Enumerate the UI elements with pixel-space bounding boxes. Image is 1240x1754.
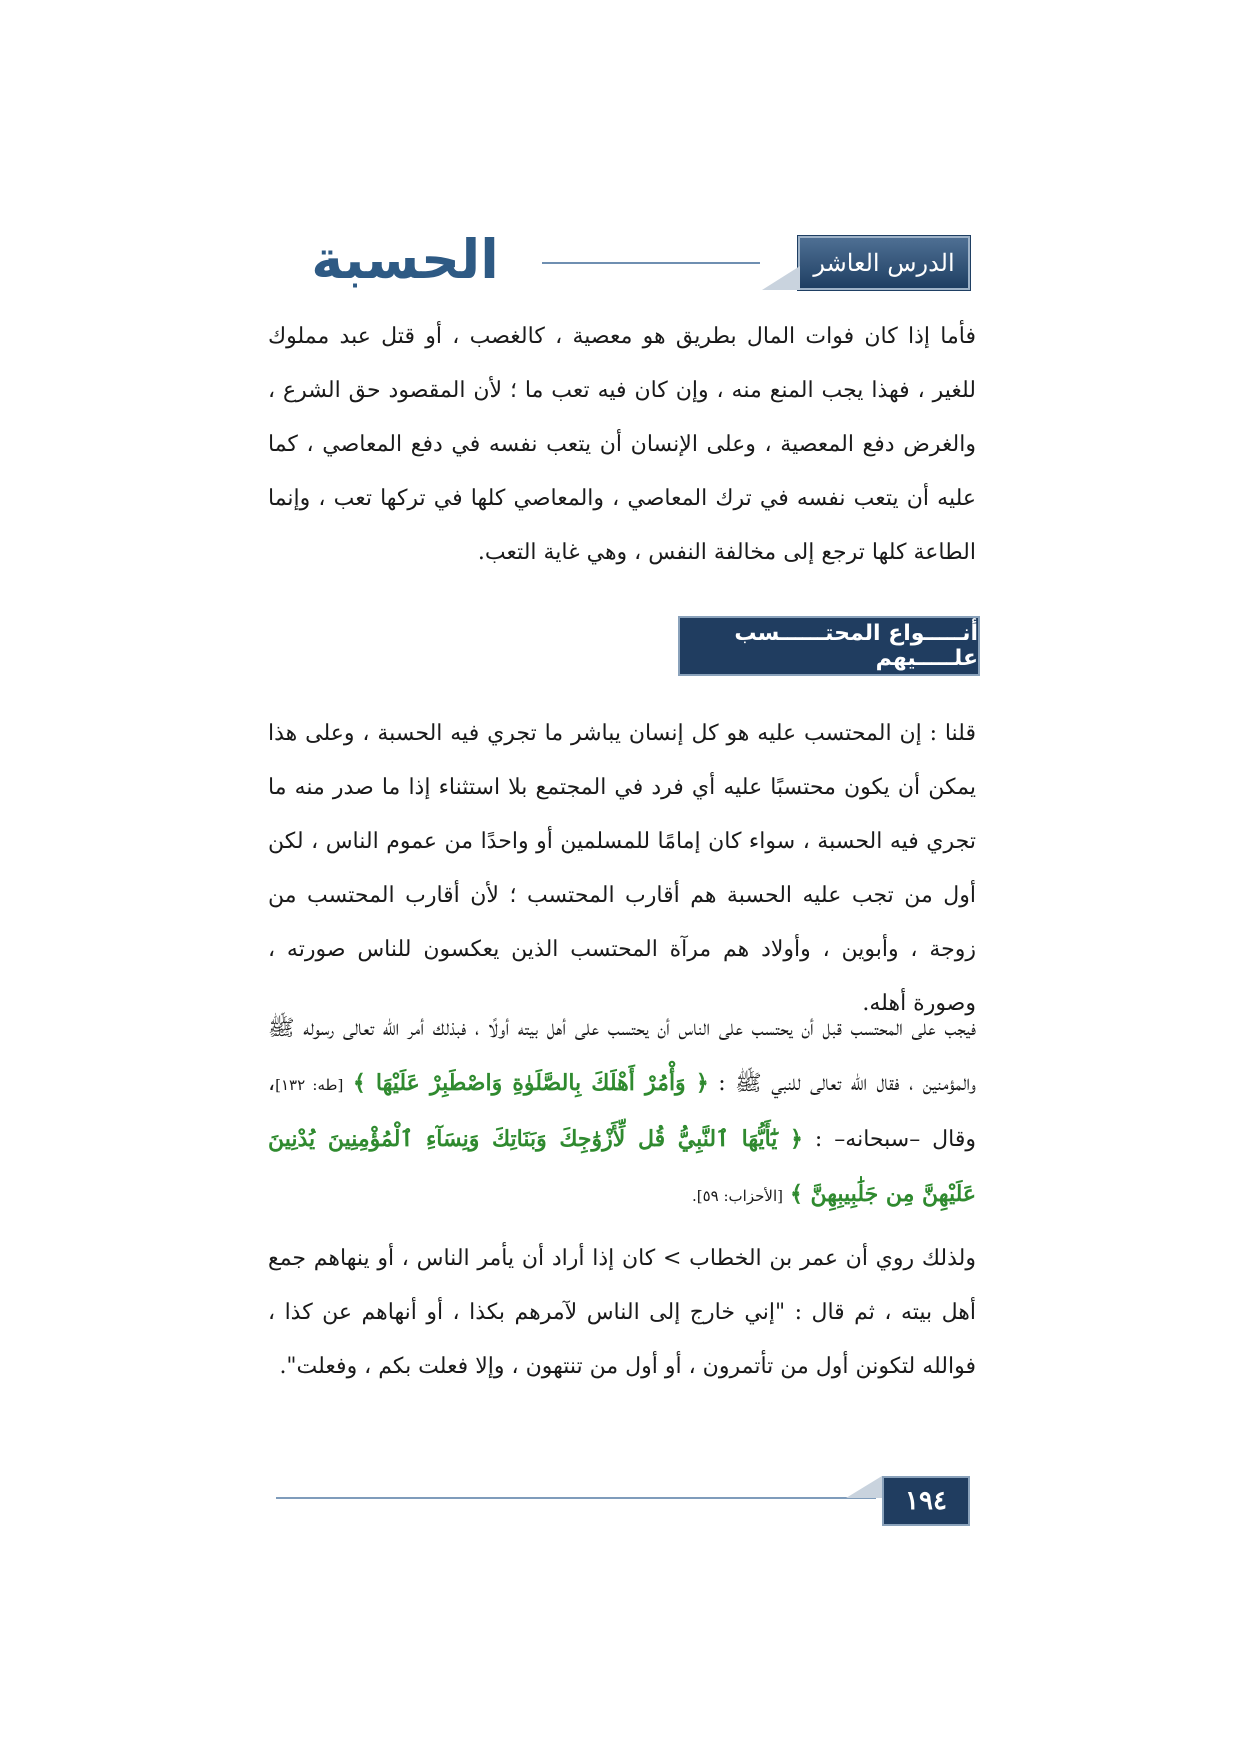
chapter-label: الدرس العاشر: [798, 236, 970, 290]
section-heading: أنـــــواع المحتــــــسب علـــــيهم: [678, 616, 980, 676]
paragraph-1: فأما إذا كان فوات المال بطريق هو معصية ، كالغصب ، أو قتل عبد مملوك للغير ، فهذا يجب المنع منه ، وإن كان فيه تعب ما ؛ لأن المقصود حق الشرع ، والغرض دفع المعصية ، وعلى الإنسان أن يتعب نفسه في دفع المعاصي ، كما عليه أن يتعب نفسه في ترك المعاصي ، والمعاصي كلها في تركها تعب ، وإنما الطاعة كلها ترجع إلى مخالفة النفس ، وهي غاية التعب.: [268, 324, 976, 565]
paragraph-3: [268, 1002, 976, 1223]
citation-ahzab: [الأحزاب: ٥٩].: [691, 1187, 783, 1205]
paragraph-2: قلنا : إن المحتسب عليه هو كل إنسان يباشر ما تجري فيه الحسبة ، وعلى هذا يمكن أن يكون محتسبًا عليه أي فرد في المجتمع بلا استثناء إذا ما صدر منه ما تجري فيه الحسبة ، سواء كان إمامًا للمسلمين أو واحدًا من عموم الناس ، لكن أول من تجب عليه الحسبة هم أقارب المحتسب ؛ لأن أقارب المحتسب من زوجة ، وأبوين ، وأولاد هم مرآة المحتسب الذين يعكسون للناس صورته ، وصورة أهله.: [268, 721, 976, 1016]
paragraph-4: ولذلك روي أن عمر بن الخطاب > كان إذا أراد أن يأمر الناس ، أو ينهاهم جمع أهل بيته ، ثم قال : "إني خارج إلى الناس لآمرهم بكذا ، أو أنهاهم عن كذا ، فوالله لتكونن أول من تأتمرون ، أو أول من تنتهون ، وإلا فعلت بكم ، وفعلت".: [268, 1246, 976, 1379]
quran-verse-ahzab: ﴿ يَٰٓأَيُّهَا ٱلنَّبِيُّ قُل لِّأَزْوَٰجِكَ وَبَنَاتِكَ وَنِسَآءِ ٱلْمُؤْمِنِينَ يُدْنِينَ عَلَيْهِنَّ مِن جَلَٰبِيبِهِنَّ ﴾: [268, 1126, 976, 1207]
page-header: [270, 228, 970, 292]
footer-divider: [276, 1497, 876, 1499]
paragraph-3-intro: فيجب على المحتسب قبل أن يحتسب على الناس أن يحتسب على أهل بيته أولًا ، فبذلك أمر الله تعالى رسوله ﷺ والمؤمنين ، فقال الله تعالى للنبي ﷺ :: [268, 1016, 977, 1096]
header-divider: [542, 262, 760, 264]
quran-verse-taha: ﴿ وَأْمُرْ أَهْلَكَ بِالصَّلَوٰةِ وَاصْطَبِرْ عَلَيْهَا ﴾: [352, 1070, 709, 1096]
citation-taha: [طه: ١٣٢]: [275, 1076, 344, 1094]
page-number: ١٩٤: [882, 1476, 970, 1526]
paragraph-3-connector: ، وقال –سبحانه– :: [268, 1071, 976, 1152]
footer-accent: [846, 1476, 882, 1498]
book-title: الحسبة: [311, 228, 499, 291]
